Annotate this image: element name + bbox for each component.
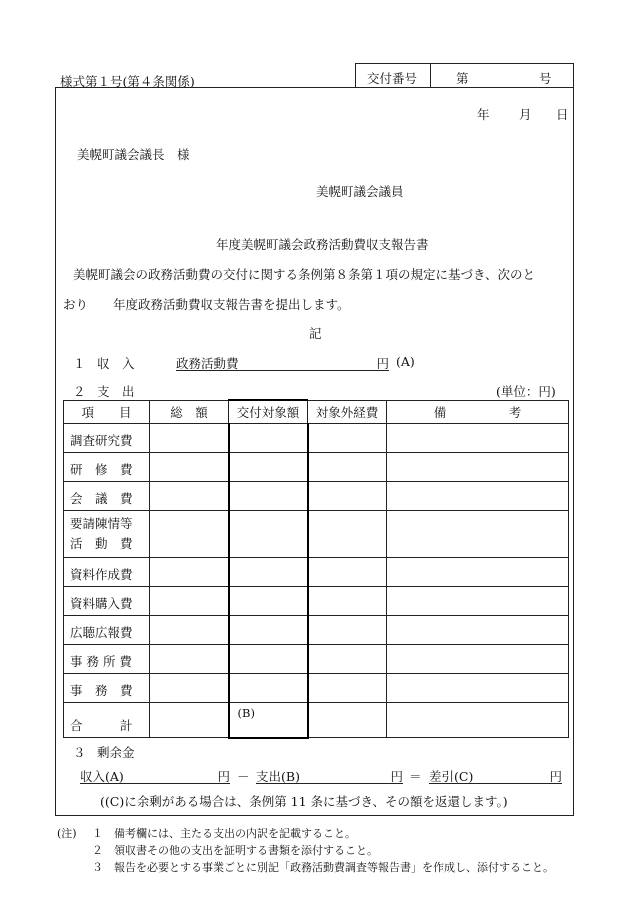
surplus-diff-line <box>429 767 562 784</box>
cell-remarks[interactable] <box>387 482 569 511</box>
cell-remarks[interactable] <box>387 674 569 703</box>
cell-remarks[interactable] <box>387 424 569 453</box>
sender: 美幌町議会議員 <box>316 184 404 199</box>
cell-ineligible[interactable] <box>308 453 387 482</box>
cell-ineligible[interactable] <box>308 645 387 674</box>
body-text-line2: おり 年度政務活動費収支報告書を提出します。 <box>63 297 350 312</box>
surplus-expense-label: 支出(B) <box>256 769 300 784</box>
cell-total[interactable] <box>150 453 229 482</box>
cell-total[interactable] <box>150 511 229 558</box>
cell-eligible[interactable] <box>229 558 308 587</box>
cell-ineligible[interactable] <box>308 616 387 645</box>
receipt-number-box <box>355 63 574 88</box>
equals-sign: ＝ <box>409 769 422 784</box>
surplus-number: ３ <box>73 745 86 760</box>
body-text-line1: 美幌町議会の政務活動費の交付に関する条例第８条第１項の規定に基づき、次のと <box>73 267 536 282</box>
expense-number: ２ <box>73 384 86 399</box>
row-label-line1: 要請陳情等 <box>70 516 133 531</box>
income-line <box>176 354 389 371</box>
cell-remarks[interactable] <box>387 703 569 738</box>
cell-eligible[interactable] <box>229 482 308 511</box>
cell-remarks[interactable] <box>387 511 569 558</box>
cell-remarks[interactable] <box>387 558 569 587</box>
cell-eligible[interactable] <box>229 453 308 482</box>
income-unit: 円 <box>376 356 389 371</box>
header-item: 項 目 <box>64 400 150 424</box>
surplus-income-line <box>80 767 230 784</box>
cell-ineligible[interactable] <box>308 511 387 558</box>
total-label: 合 計 <box>64 703 150 738</box>
table-row <box>64 674 569 703</box>
income-label: 収 入 <box>97 356 135 371</box>
header-remarks: 備 考 <box>387 400 569 424</box>
report-title: 年度美幌町議会政務活動費収支報告書 <box>216 237 429 252</box>
cell-total[interactable] <box>150 674 229 703</box>
date-day: 日 <box>556 107 569 122</box>
note-text: 領収書その他の支出を証明する書類を添付すること。 <box>114 844 378 857</box>
cell-total[interactable] <box>150 482 229 511</box>
cell-remarks[interactable] <box>387 453 569 482</box>
receipt-number-prefix: 第 <box>456 71 469 86</box>
total-mark: (B) <box>237 706 255 720</box>
cell-eligible[interactable] <box>229 616 308 645</box>
receipt-number-suffix: 号 <box>539 71 552 86</box>
cell-eligible[interactable] <box>229 587 308 616</box>
cell-eligible[interactable] <box>229 511 308 558</box>
note-text: 報告を必要とする事業ごとに別記「政務活動費調査等報告書」を作成し、添付すること。 <box>114 861 554 874</box>
cell-ineligible[interactable] <box>308 587 387 616</box>
row-label <box>64 511 150 558</box>
table-row <box>64 587 569 616</box>
cell-ineligible[interactable] <box>308 558 387 587</box>
row-label: 資料作成費 <box>64 558 150 587</box>
unit-note: (単位：円) <box>496 384 556 399</box>
header-total: 総 額 <box>150 400 229 424</box>
table-total-row <box>64 703 569 738</box>
income-number: １ <box>73 356 86 371</box>
table-row <box>64 424 569 453</box>
cell-total[interactable] <box>150 587 229 616</box>
table-row <box>64 482 569 511</box>
row-label: 広聴広報費 <box>64 616 150 645</box>
row-label: 研 修 費 <box>64 453 150 482</box>
surplus-income-unit: 円 <box>217 769 230 784</box>
income-item: 政務活動費 <box>176 356 239 371</box>
table-row <box>64 453 569 482</box>
expense-table <box>63 399 569 739</box>
table-row <box>64 645 569 674</box>
table-row <box>64 616 569 645</box>
note-text: 備考欄には、主たる支出の内訳を記載すること。 <box>114 827 356 840</box>
cell-total[interactable] <box>150 645 229 674</box>
cell-total[interactable] <box>150 558 229 587</box>
receipt-number-label: 交付番号 <box>367 71 418 86</box>
surplus-note: ((C)に余剰がある場合は、条例第 11 条に基づき、その額を返還します。) <box>100 794 508 809</box>
income-mark: (A) <box>396 354 415 369</box>
cell-ineligible[interactable] <box>308 674 387 703</box>
cell-total[interactable] <box>150 703 229 738</box>
ki-marker: 記 <box>309 326 322 341</box>
cell-eligible[interactable] <box>229 674 308 703</box>
cell-total[interactable] <box>150 616 229 645</box>
surplus-diff-unit: 円 <box>549 769 562 784</box>
row-label: 会 議 費 <box>64 482 150 511</box>
cell-remarks[interactable] <box>387 645 569 674</box>
surplus-income-label: 収入(A) <box>80 769 124 784</box>
addressee: 美幌町議会議長 様 <box>77 147 190 162</box>
date-month: 月 <box>519 107 532 122</box>
row-label: 資料購入費 <box>64 587 150 616</box>
row-label: 事 務 所 費 <box>64 645 150 674</box>
notes-prefix: (注) <box>57 827 77 840</box>
cell-remarks[interactable] <box>387 616 569 645</box>
surplus-expense-line <box>256 767 403 784</box>
table-row <box>64 558 569 587</box>
note-number: ３ <box>92 861 103 874</box>
cell-eligible[interactable] <box>229 645 308 674</box>
cell-ineligible[interactable] <box>308 424 387 453</box>
surplus-expense-unit: 円 <box>390 769 403 784</box>
row-label: 調査研究費 <box>64 424 150 453</box>
date-year: 年 <box>477 107 490 122</box>
surplus-label: 剰余金 <box>97 745 135 760</box>
cell-ineligible[interactable] <box>308 703 387 738</box>
expense-label: 支 出 <box>97 384 135 399</box>
cell-eligible[interactable] <box>229 424 308 453</box>
cell-ineligible[interactable] <box>308 482 387 511</box>
cell-eligible-total[interactable] <box>229 703 308 738</box>
note-number: １ <box>92 827 103 840</box>
form-label: 様式第１号(第４条関係) <box>60 74 195 89</box>
row-label-line2: 活 動 費 <box>70 536 133 551</box>
header-eligible: 交付対象額 <box>229 400 308 424</box>
row-label: 事 務 費 <box>64 674 150 703</box>
note-number: ２ <box>92 844 103 857</box>
surplus-diff-label: 差引(C) <box>429 769 474 784</box>
header-ineligible: 対象外経費 <box>308 400 387 424</box>
minus-sign: － <box>237 769 250 784</box>
table-header <box>64 400 569 424</box>
table-row <box>64 511 569 558</box>
cell-remarks[interactable] <box>387 587 569 616</box>
cell-total[interactable] <box>150 424 229 453</box>
